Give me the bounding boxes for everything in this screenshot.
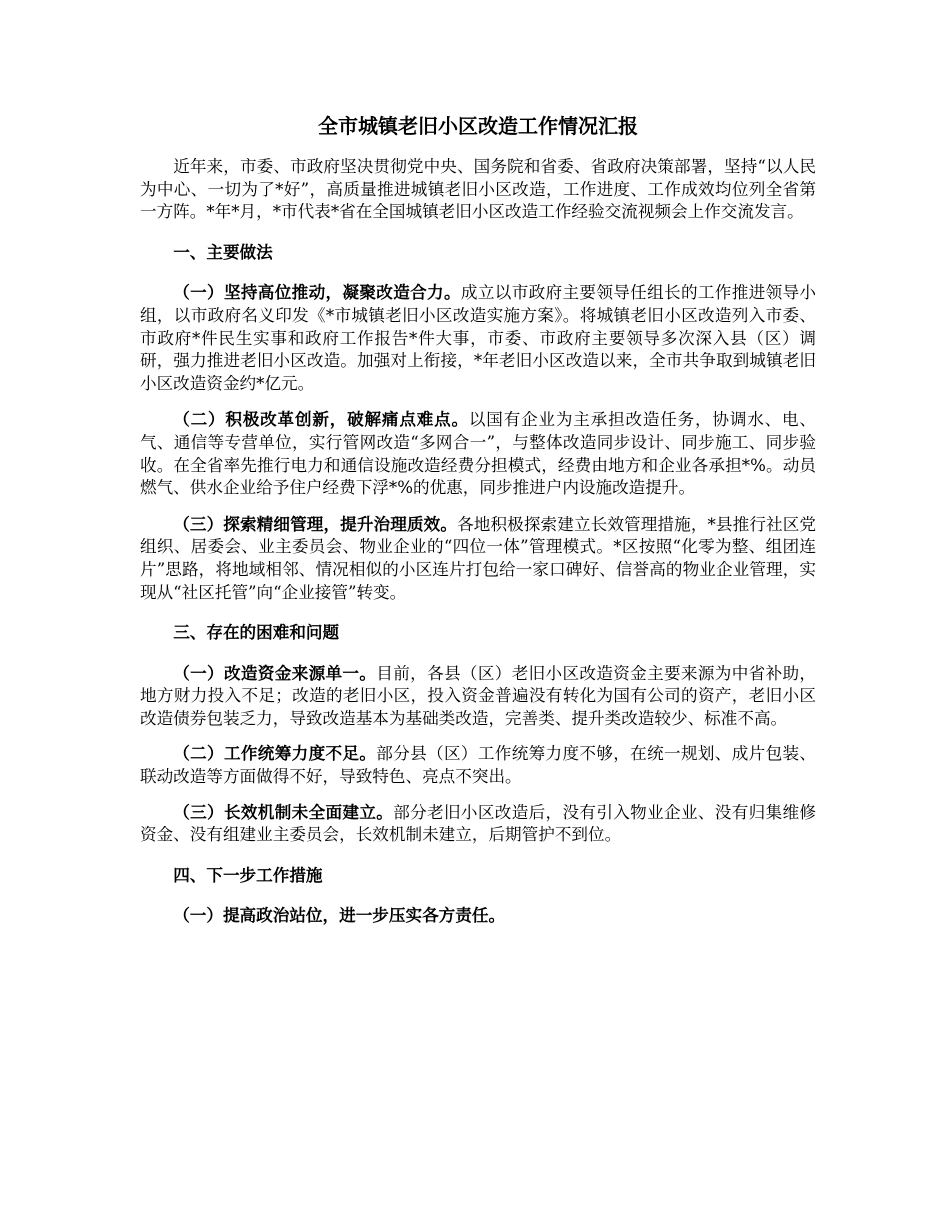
paragraph-practice-1 bbox=[140, 282, 816, 395]
paragraph-next-step-1 bbox=[140, 905, 816, 928]
paragraph-problem-3 bbox=[140, 802, 816, 847]
paragraph-problem-1 bbox=[140, 663, 816, 731]
paragraph-body: 以国有企业为主承担改造任务，协调水、电、气、通信等专营单位，实行管网改造“多网合一”，与整体改造同步设计、同步施工、同步验收。在全省率先推行电力和通信设施改造经费分担模式，经费由地方和企业各承担*%。动员燃气、供水企业给予住户经费下浮*%的优惠，同步推进户内设施改造提升。 bbox=[140, 410, 817, 498]
paragraph-body: 部分县（区）工作统筹力度不够，在统一规划、成片包装、联动改造等方面做得不好，导致特色、亮点不突出。 bbox=[140, 744, 817, 787]
intro-paragraph: 近年来，市委、市政府坚决贯彻党中央、国务院和省委、省政府决策部署，坚持“以人民为中心、一切为了*好”，高质量推进城镇老旧小区改造，工作进度、工作成效均位列全省第一方阵。*年*月，*市代表*省在全国城镇老旧小区改造工作经验交流视频会上作交流发言。 bbox=[140, 157, 816, 222]
section-heading-main-practices: 一、主要做法 bbox=[173, 242, 273, 262]
paragraph-body: 各地积极探索建立长效管理措施，*县推行社区党组织、居委会、业主委员会、物业企业的“四位一体”管理模式。*区按照“化零为整、组团连片”思路，将地域相邻、情况相似的小区连片打包给一家口碑好、信誉高的物业企业管理，实现从“社区托管”向“企业接管”转变。 bbox=[140, 514, 817, 602]
paragraph-lead: （三）探索精细管理，提升治理质效。 bbox=[173, 514, 458, 534]
paragraph-body: 目前，各县（区）老旧小区改造资金主要来源为中省补助，地方财力投入不足；改造的老旧小区，投入资金普遍没有转化为国有公司的资产，老旧小区改造债券包装乏力，导致改造基本为基础类改造，完善类、提升类改造较少、标准不高。 bbox=[140, 663, 817, 728]
paragraph-body: 成立以市政府主要领导任组长的工作推进领导小组，以市政府名义印发《*市城镇老旧小区改造实施方案》。将城镇老旧小区改造列入市委、市政府*件民生实事和政府工作报告*件大事，市委、市政府主要领导多次深入县（区）调研，强力推进老旧小区改造。加强对上衔接，*年老旧小区改造以来，全市共争取到城镇老旧小区改造资金约*亿元。 bbox=[140, 283, 817, 393]
paragraph-lead: （二）积极改革创新，破解痛点难点。 bbox=[173, 410, 469, 430]
document-page bbox=[140, 112, 816, 928]
paragraph-body: 部分老旧小区改造后，没有引入物业企业、没有归集维修资金、没有组建业主委员会，长效机制未建立，后期管护不到位。 bbox=[140, 802, 817, 845]
paragraph-lead: （一）改造资金来源单一。 bbox=[173, 663, 377, 683]
paragraph-problem-2 bbox=[140, 743, 816, 788]
section-heading-next-steps: 四、下一步工作措施 bbox=[173, 865, 323, 885]
paragraph-practice-2 bbox=[140, 409, 816, 499]
paragraph-lead: （二）工作统筹力度不足。 bbox=[173, 744, 377, 764]
document-title: 全市城镇老旧小区改造工作情况汇报 bbox=[318, 114, 638, 138]
paragraph-lead: （三）长效机制未全面建立。 bbox=[173, 802, 394, 822]
paragraph-practice-3 bbox=[140, 514, 816, 604]
section-heading-problems: 三、存在的困难和问题 bbox=[173, 623, 340, 643]
paragraph-lead: （一）坚持高位推动，凝聚改造合力。 bbox=[173, 283, 461, 303]
paragraph-lead: （一）提高政治站位，进一步压实各方责任。 bbox=[173, 906, 506, 926]
